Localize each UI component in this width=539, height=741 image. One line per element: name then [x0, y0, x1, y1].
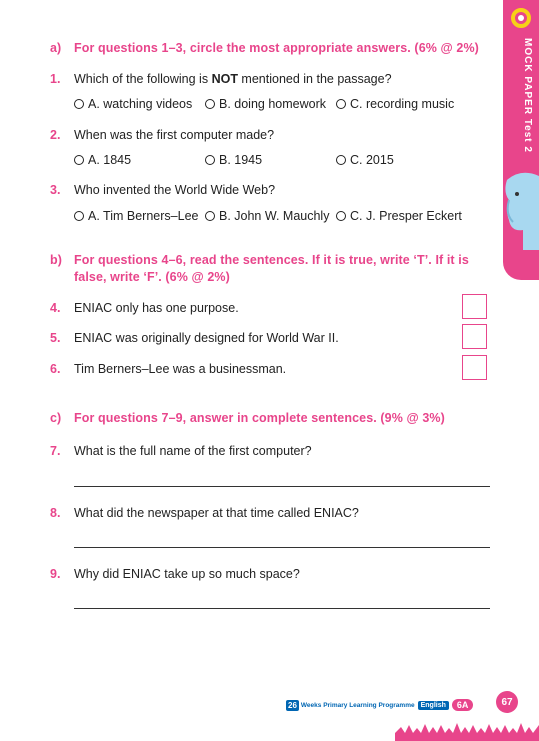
radio-circle-icon[interactable] — [336, 155, 346, 165]
question-number: 3. — [50, 183, 61, 197]
answer-line-7[interactable] — [74, 486, 490, 487]
question-7 — [50, 443, 479, 459]
question-stem: Who invented the World Wide Web? — [74, 183, 276, 197]
section-a-heading — [50, 40, 479, 57]
question-number: 4. — [50, 301, 61, 315]
question-3 — [50, 182, 479, 198]
option-a[interactable]: A. Tim Berners–Lee — [74, 208, 198, 224]
elephant-icon — [503, 170, 539, 250]
section-instructions: For questions 7–9, answer in complete sentences. (9% @ 3%) — [74, 411, 445, 425]
section-letter: c) — [50, 411, 62, 425]
question-1 — [50, 71, 479, 87]
answer-box-4[interactable] — [462, 294, 487, 319]
question-stem: ENIAC only has one purpose. — [74, 301, 239, 315]
radio-circle-icon[interactable] — [205, 211, 215, 221]
grass-decoration-icon — [395, 719, 539, 741]
question-number: 7. — [50, 444, 61, 458]
section-instructions: For questions 1–3, circle the most appropriate answers. (6% @ 2%) — [74, 41, 479, 55]
option-b[interactable]: B. John W. Mauchly — [205, 208, 329, 224]
section-b-heading — [50, 252, 479, 286]
question-stem: ENIAC was originally designed for World War II. — [74, 331, 339, 345]
footer-brand — [286, 699, 473, 711]
section-c-heading — [50, 410, 479, 427]
option-b[interactable]: B. doing homework — [205, 96, 326, 112]
radio-circle-icon[interactable] — [336, 211, 346, 221]
answer-line-8[interactable] — [74, 547, 490, 548]
brand-logo: 26 — [288, 700, 297, 710]
radio-circle-icon[interactable] — [205, 155, 215, 165]
grade-badge: 6A — [452, 699, 474, 711]
section-letter: a) — [50, 41, 62, 55]
question-2 — [50, 127, 479, 143]
radio-circle-icon[interactable] — [74, 99, 84, 109]
question-stem: Tim Berners–Lee was a businessman. — [74, 362, 287, 376]
section-letter: b) — [50, 253, 62, 267]
question-4 — [50, 300, 479, 316]
question-number: 2. — [50, 128, 61, 142]
radio-circle-icon[interactable] — [74, 211, 84, 221]
option-c[interactable]: C. recording music — [336, 96, 454, 112]
question-number: 1. — [50, 72, 61, 86]
section-instructions: For questions 4–6, read the sentences. If it is true, write ‘T’. If it is false, write ‘F’. (6% @ 2%) — [74, 253, 469, 284]
question-number: 8. — [50, 506, 61, 520]
question-number: 9. — [50, 567, 61, 581]
radio-circle-icon[interactable] — [205, 99, 215, 109]
option-b[interactable]: B. 1945 — [205, 152, 262, 168]
question-1-options — [74, 96, 494, 112]
answer-box-5[interactable] — [462, 324, 487, 349]
brand-name: Weeks Primary Learning Programme — [300, 701, 415, 709]
question-3-options — [74, 208, 494, 224]
page-number: 67 — [496, 691, 518, 713]
page-footer — [0, 691, 539, 741]
question-9 — [50, 566, 479, 582]
radio-circle-icon[interactable] — [74, 155, 84, 165]
question-8 — [50, 505, 479, 521]
answer-line-9[interactable] — [74, 608, 490, 609]
question-stem: Which of the following is NOT mentioned in the passage? — [74, 72, 392, 86]
question-stem: What is the full name of the first computer? — [74, 444, 312, 458]
question-stem: Why did ENIAC take up so much space? — [74, 567, 300, 581]
question-number: 5. — [50, 331, 61, 345]
radio-circle-icon[interactable] — [336, 99, 346, 109]
question-6 — [50, 361, 479, 377]
option-c[interactable]: C. J. Presper Eckert — [336, 208, 462, 224]
color-wheel-icon — [511, 8, 531, 28]
question-5 — [50, 330, 479, 346]
question-2-options — [74, 152, 494, 168]
side-tab-label: MOCK PAPER Test 2 — [522, 38, 533, 153]
answer-box-6[interactable] — [462, 355, 487, 380]
question-stem: What did the newspaper at that time called ENIAC? — [74, 506, 359, 520]
option-a[interactable]: A. watching videos — [74, 96, 192, 112]
option-c[interactable]: C. 2015 — [336, 152, 394, 168]
question-stem: When was the first computer made? — [74, 128, 275, 142]
subject-badge: English — [418, 701, 449, 710]
question-number: 6. — [50, 362, 61, 376]
option-a[interactable]: A. 1845 — [74, 152, 131, 168]
